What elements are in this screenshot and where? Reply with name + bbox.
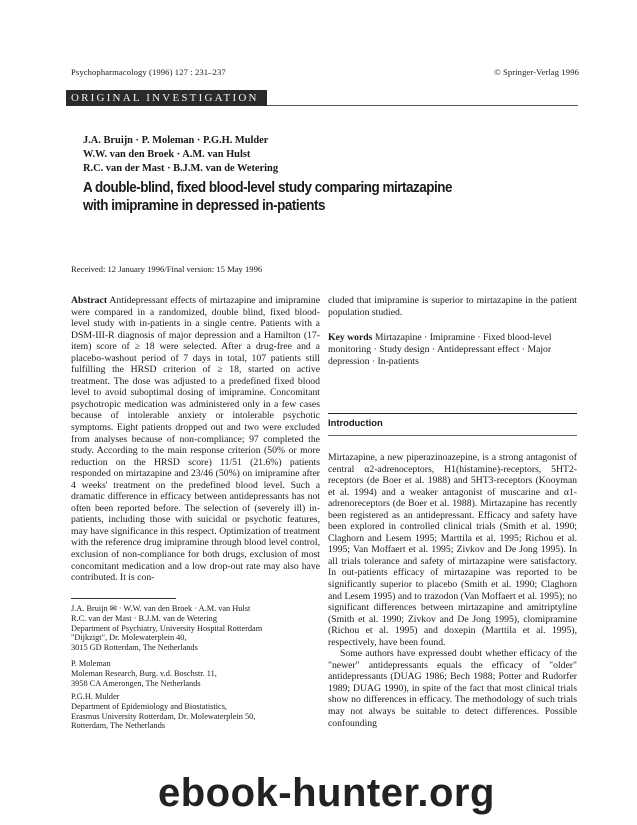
affiliation-line: R.C. van der Mast · B.J.M. van de Wetering [71,613,217,623]
intro-paragraph: Some authors have expressed doubt whether efficacy of the "newer" antidepressants equals the efficacy of "older" antidepressants (DUAG 1986; Bech 1988; Potter and Rudorfer 1989; DUAG 1990), in spite of the fact that most clinical trials show no differences in efficacy. The methodology of such trials may not always be suitable to detect differences. Possible confounding [328,648,577,729]
title-line: A double-blind, fixed blood-level study comparing mirtazapine [83,180,453,196]
affiliation-line: 3015 GD Rotterdam, The Netherlands [71,643,198,652]
affiliation-block [71,692,320,731]
footnote-rule [71,598,176,599]
title-line: with imipramine in depressed in-patients [83,198,325,214]
received-dates: Received: 12 January 1996/Final version: 15 May 1996 [71,264,263,274]
affiliation-line: Department of Epidemiology and Biostatistics, [71,701,228,711]
author-line: W.W. van den Broek · A.M. van Hulst [83,149,251,160]
keywords-label: Key words [328,332,373,343]
affiliation-line: Erasmus University Rotterdam, Dr. Molewaterplein 50, [71,711,256,721]
intro-top-rule [328,413,577,414]
abstract-continuation: cluded that imipramine is superior to mirtazapine in the patient population studied. [328,295,577,318]
publisher-copyright: © Springer-Verlag 1996 [494,67,579,77]
abstract-text: Antidepressant effects of mirtazapine and imipramine were compared in a randomized, double blind, fixed blood-level study with in-patients in a single centre. Patients with a DSM-III-R diagnosis of major depression and a Hamilton (17-item) score of ≥ 18 were selected. After a drug-free and a placebo-washout period of 7 days in total, 107 patients still fulfilling the HRSD criterion of ≥ 18, started on active treatment. The dose was adjusted to a predefined fixed blood level to avoid suboptimal dosing of imipramine. Concomitant psychotropic medication was administered only in a few cases because of intolerable anxiety or intolerable psychotic symptoms. Eight patients dropped out and two were excluded from analyses because of non-compliance; 97 completed the study. According to the main response criterion (50% or more reduction on the HRSD score) 11/51 (21.6%) patients responded on mirtazapine and 23/46 (50%) on imipramine after 4 weeks' treatment on the predefined blood level. Such a dramatic difference in efficacy between antidepressants has not often been reported before. The selection of (severely ill) in-patients, including those with suicidal or psychotic features, may have significance in this respect. Optimization of treatment with the reference drug imipramine through blood level control, exclusion of non-compliance for both drugs, exclusion of most concomitant medication and a low drop-out rate may also have contributed. It is con- [71,295,321,584]
affiliation-line: 3958 CA Amerongen, The Netherlands [71,678,201,688]
author-list [83,134,278,176]
intro-paragraph: Mirtazapine, a new piperazinoazepine, is a strong antagonist of central α2-adrenoceptors, H1(histamine)-receptors, 5HT2-receptors (de Boer et al. 1988) and 5HT3-receptors (Kooyman et al. 1994) and a weaker antagonist of muscarine and α1-adrenoreceptors (de Boer et al. 1988). Mirtazapine has recently been registered as an antidepressant. Efficacy and safety have been explored in controlled clinical trials (Smith et al. 1990; Claghorn and Lesem 1995; Marttila et al. 1995; Richou et al. 1995; Van Moffaert et al. 1995; Zivkov and De Jong 1995). In all trials tolerance and safety of mirtazapine were satisfactory. In out-patients efficacy of mirtazapine was reported to be significantly superior to placebo (Smith et al. 1990; Claghorn and Lesem 1995) and to trazodon (Van Moffaert et al. 1995); no significant differences between mirtazapine and amitriptyline (Smith et al. 1990; Zivkov and De Jong 1995), clomipramine (Richou et al. 1995) and doxepin (Marttila et al. 1995), respectively, have been found. [328,452,577,648]
affiliation-line: P.G.H. Mulder [71,692,120,701]
affiliation-block [71,659,320,688]
intro-bottom-rule [328,435,577,436]
keywords-text: Mirtazapine · Imipramine · Fixed blood-level monitoring · Study design · Antidepressant effect · Major depression · In-patients [328,332,552,367]
affiliation-line: Moleman Research, Burg. v.d. Boschstr. 11, [71,668,217,678]
affiliation-block [71,604,320,653]
affiliation-line: Rotterdam, The Netherlands [71,721,166,731]
introduction-body [328,452,577,729]
affiliation-line: P. Moleman [71,659,111,668]
abstract [71,295,320,584]
paper-title [83,179,543,215]
author-line: J.A. Bruijn · P. Moleman · P.G.H. Mulder [83,135,269,146]
author-line: R.C. van der Mast · B.J.M. van de Wetering [83,163,279,174]
journal-reference: Psychopharmacology (1996) 127 : 231–237 [71,67,226,77]
section-heading: Introduction [328,417,383,428]
banner-rule [267,105,578,106]
affiliation-line: Department of Psychiatry, University Hospital Rotterdam [71,623,263,633]
section-banner: ORIGINAL INVESTIGATION [66,90,267,106]
abstract-label: Abstract [71,295,108,306]
keywords [328,332,577,367]
watermark: ebook-hunter.org [158,771,495,815]
affiliation-line: J.A. Bruijn ✉ · W.W. van den Broek · A.M. van Hulst [71,604,251,613]
affiliation-line: "Dijkzigt", Dr. Molewaterplein 40, [71,633,187,643]
